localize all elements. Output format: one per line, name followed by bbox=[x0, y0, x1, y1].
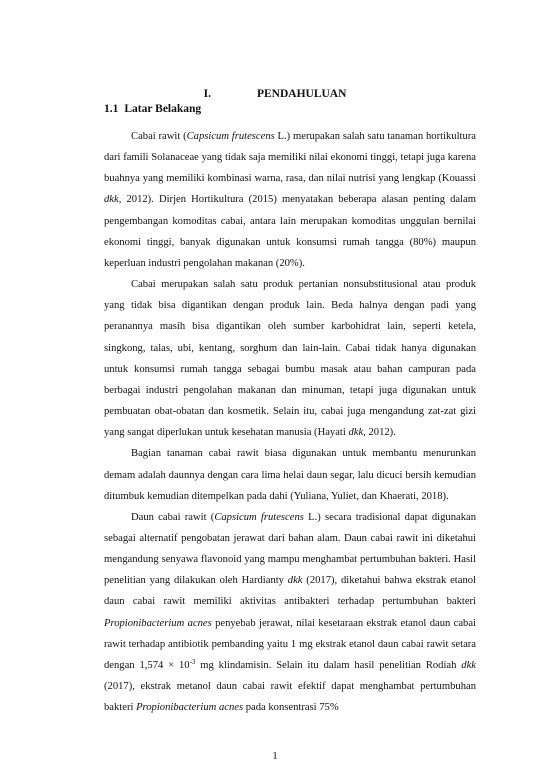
section-number: 1.1 bbox=[104, 103, 119, 115]
body-text bbox=[104, 126, 476, 718]
paragraph-1 bbox=[104, 126, 476, 274]
chapter-number: I. bbox=[203, 88, 211, 100]
italic-citation: dkk bbox=[348, 427, 364, 439]
text-run: , 2012). bbox=[363, 427, 396, 439]
italic-citation: dkk bbox=[287, 575, 303, 587]
text-run: pada konsentrasi 75% bbox=[243, 702, 339, 714]
page-number: 1 bbox=[272, 751, 278, 762]
text-run: L.) merupakan salah satu tanaman hortikultura dari famili Solanaceae yang tidak saja memiliki nilai ekonomi tinggi, tetapi juga karena buahnya yang memiliki kombinasi warna, rasa, dan nilai nutrisi yang lengkap (Kouassi bbox=[104, 131, 476, 185]
text-run: mg klindamisin. Selain itu dalam hasil penelitian Rodiah bbox=[195, 659, 462, 671]
italic-citation: dkk bbox=[104, 194, 119, 206]
section-title: Latar Belakang bbox=[124, 103, 202, 115]
italic-bacteria-name: Propionibacterium acnes bbox=[104, 617, 212, 629]
text-run: , 2012). Dirjen Hortikultura (2015) menyatakan beberapa alasan penting dalam pengembangan komoditas cabai, antara lain merupakan komoditas unggulan bernilai ekonomi tinggi, banyak digunakan untuk konsumsi rumah tangga (80%) maupun keperluan industri pengolahan makanan (20%). bbox=[104, 194, 476, 269]
text-run: Bagian tanaman cabai rawit biasa digunakan untuk membantu menurunkan demam adalah daunnya dengan cara lima helai daun segar, lalu dicuci bersih kemudian ditumbuk kemudian ditempelkan pada dahi (Yuliana, Yuliet, dan Khaerati, 2018). bbox=[104, 448, 476, 502]
text-run: Cabai rawit ( bbox=[131, 131, 187, 142]
exponent: -3 bbox=[189, 657, 196, 666]
chapter-title bbox=[0, 88, 550, 100]
section-heading bbox=[104, 103, 201, 115]
text-run: (2017), ekstrak metanol daun cabai rawit efektif dapat menghambat pertumbuhan bakteri bbox=[104, 681, 476, 714]
text-run: penyebab jerawat, nilai kesetaraan ekstrak etanol daun cabai rawit terhadap antibiotik pembanding yaitu 1 mg ekstrak etanol daun cabai rawit setara dengan 1,574 × 10 bbox=[104, 617, 476, 671]
text-run: Cabai merupakan salah satu produk pertanian nonsubstitusional atau produk yang tidak bisa digantikan dengan produk lain. Beda halnya dengan padi yang peranannya masih bisa digantikan oleh sumber karbohidrat lain, seperti ketela, singkong, talas, ubi, kentang, sorghum dan lain-lain. Cabai tidak hanya digunakan untuk konsumsi rumah tangga sebagai bumbu masak atau bahan campuran pada berbagai industri pengolahan makanan dan minuman, tetapi juga digunakan untuk pembuatan obat-obatan dan kosmetik. Selain itu, cabai juga mengandung zat-zat gizi yang sangat diperlukan untuk kesehatan manusia (Hayati bbox=[104, 279, 476, 439]
paragraph-3 bbox=[104, 443, 476, 506]
paragraph-2 bbox=[104, 274, 476, 443]
text-run: L.) secara tradisional dapat digunakan sebagai alternatif pengobatan jerawat dari bahan alam. Daun cabai rawit ini diketahui mengandung senyawa flavonoid yang mampu menghambat pertumbuhan bakteri. Hasil penelitian yang dilakukan oleh Hardianty bbox=[104, 511, 476, 587]
italic-bacteria-name: Propionibacterium acnes bbox=[136, 702, 244, 714]
chapter-title-text: PENDAHULUAN bbox=[256, 88, 347, 100]
paragraph-4 bbox=[104, 507, 476, 719]
italic-species-name: Capsicum frutescens bbox=[186, 131, 275, 142]
text-run: Daun cabai rawit ( bbox=[131, 511, 215, 523]
italic-citation: dkk bbox=[461, 659, 476, 671]
italic-species-name: Capsicum frutescens bbox=[214, 511, 304, 523]
text-run: (2017), diketahui bahwa ekstrak etanol daun cabai rawit memiliki aktivitas antibakteri terhadap pertumbuhan bakteri bbox=[104, 575, 476, 608]
